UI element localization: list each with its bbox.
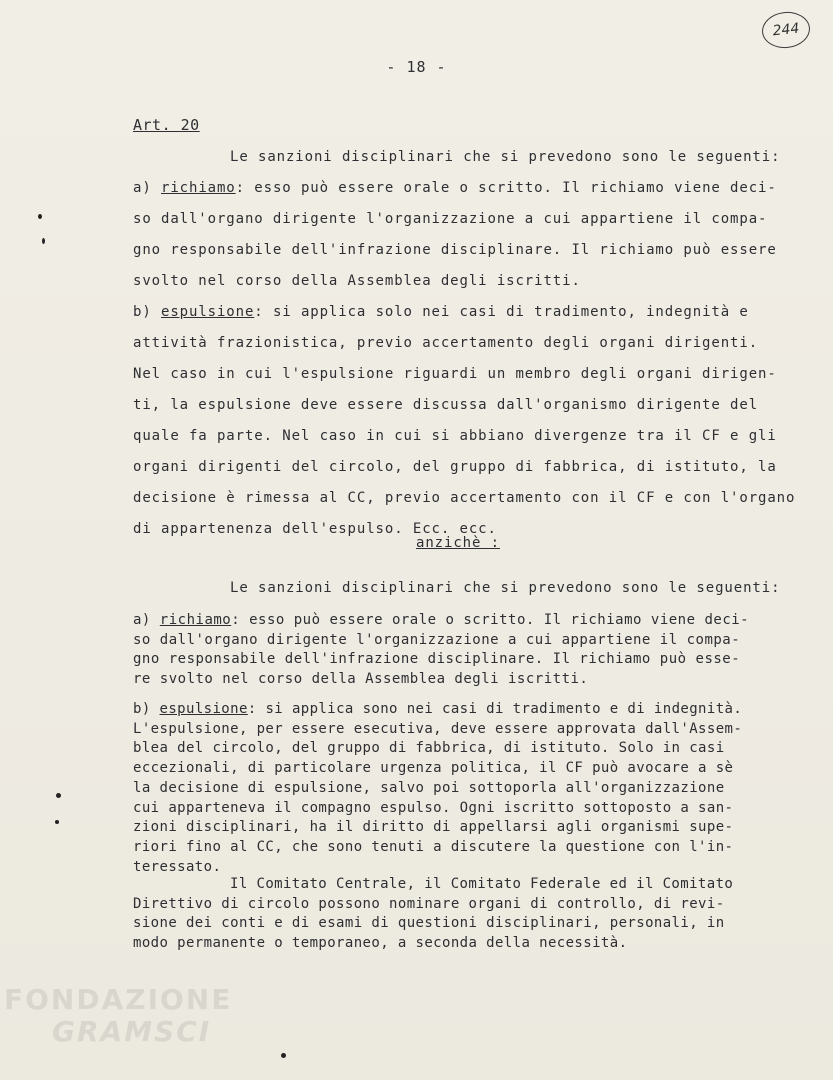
text-line: L'espulsione, per essere esecutiva, deve essere approvata dall'Assem- bbox=[133, 720, 743, 737]
text-line bbox=[133, 611, 823, 631]
margin-mark bbox=[55, 820, 59, 824]
text-line: teressato. bbox=[133, 858, 222, 875]
margin-mark bbox=[38, 214, 42, 219]
term-espulsione: espulsione bbox=[159, 701, 248, 717]
text-line: ti, la espulsione deve essere discussa dall'organismo dirigente del bbox=[133, 397, 759, 413]
term-richiamo: richiamo bbox=[159, 612, 232, 628]
text-span: : esso può essere orale o scritto. Il richiamo viene deci- bbox=[231, 612, 750, 628]
text-span: Il Comitato Centrale, il Comitato Federale ed il Comitato bbox=[230, 876, 734, 892]
text-line: cui apparteneva il compagno espulso. Ogni iscritto sottoposto a san- bbox=[133, 799, 734, 816]
text-line: attività frazionistica, previo accertamento degli organi dirigenti. bbox=[133, 335, 759, 351]
original-text-block bbox=[133, 142, 823, 545]
text-line: riori fino al CC, che sono tenuti a discutere la questione con l'in- bbox=[133, 838, 734, 855]
margin-mark bbox=[42, 238, 45, 244]
text-line: di appartenenza dell'espulso. Ecc. ecc. bbox=[133, 521, 497, 537]
text-line bbox=[133, 297, 823, 328]
watermark-line: FONDAZIONE bbox=[4, 983, 233, 1016]
text-span: : si applica sono nei casi di tradimento e di indegnità. bbox=[247, 701, 743, 717]
term-espulsione: espulsione bbox=[161, 304, 255, 320]
watermark bbox=[4, 984, 232, 1048]
text-line bbox=[133, 700, 823, 720]
text-line: la decisione di espulsione, salvo poi sottoporla all'organizzazione bbox=[133, 779, 725, 796]
text-span: : esso può essere orale o scritto. Il richiamo viene deci- bbox=[235, 180, 777, 196]
list-marker: a) bbox=[133, 612, 160, 628]
text-line: Direttivo di circolo possono nominare organi di controllo, di revi- bbox=[133, 895, 725, 912]
revised-espulsione-block bbox=[133, 700, 823, 877]
watermark-line: GRAMSCI bbox=[52, 1015, 212, 1048]
text-line: blea del circolo, del gruppo di fabbrica, di istituto. Solo in casi bbox=[133, 740, 725, 757]
text-line: organi dirigenti del circolo, del gruppo di fabbrica, di istituto, la bbox=[133, 459, 777, 475]
text-span: : si applica solo nei casi di tradimento, indegnità e bbox=[254, 304, 749, 320]
archive-stamp: 244 bbox=[760, 10, 812, 51]
text-line: so dall'organo dirigente l'organizzazione a cui appartiene il compa- bbox=[133, 631, 741, 648]
page-number: - 18 - bbox=[386, 58, 447, 76]
text-line: modo permanente o temporaneo, a seconda della necessità. bbox=[133, 935, 628, 952]
text-line: eccezionali, di particolare urgenza politica, il CF può avocare a sè bbox=[133, 760, 734, 777]
text-line bbox=[133, 875, 823, 895]
text-line: gno responsabile dell'infrazione disciplinare. Il richiamo può essere bbox=[133, 242, 777, 258]
text-line: Nel caso in cui l'espulsione riguardi un membro degli organi dirigen- bbox=[133, 366, 777, 382]
text-line: re svolto nel corso della Assemblea degli iscritti. bbox=[133, 670, 589, 687]
text-line: quale fa parte. Nel caso in cui si abbiano divergenze tra il CF e gli bbox=[133, 428, 777, 444]
margin-mark bbox=[281, 1053, 286, 1058]
list-marker: b) bbox=[133, 304, 161, 320]
article-title: Art. 20 bbox=[133, 116, 200, 134]
section-divider-label: anzichè : bbox=[416, 535, 500, 551]
list-marker: a) bbox=[133, 180, 161, 196]
committee-paragraph bbox=[133, 875, 823, 954]
list-marker: b) bbox=[133, 701, 160, 717]
intro-line bbox=[133, 580, 780, 596]
text-span: Le sanzioni disciplinari che si prevedono sono le seguenti: bbox=[230, 580, 781, 596]
text-line: Le sanzioni disciplinari che si prevedono sono le seguenti: bbox=[230, 149, 781, 165]
revised-richiamo-block bbox=[133, 611, 823, 689]
text-line: zioni disciplinari, ha il diritto di appellarsi agli organismi supe- bbox=[133, 819, 734, 836]
text-line: sione dei conti e di esami di questioni disciplinari, personali, in bbox=[133, 915, 725, 932]
text-line bbox=[133, 173, 823, 204]
margin-mark bbox=[56, 793, 61, 798]
text-line: so dall'organo dirigente l'organizzazione a cui appartiene il compa- bbox=[133, 211, 768, 227]
text-line: gno responsabile dell'infrazione disciplinare. Il richiamo può esse- bbox=[133, 651, 741, 667]
text-line: svolto nel corso della Assemblea degli iscritti. bbox=[133, 273, 581, 289]
text-line: decisione è rimessa al CC, previo accertamento con il CF e con l'organo bbox=[133, 490, 796, 506]
term-richiamo: richiamo bbox=[161, 180, 236, 196]
